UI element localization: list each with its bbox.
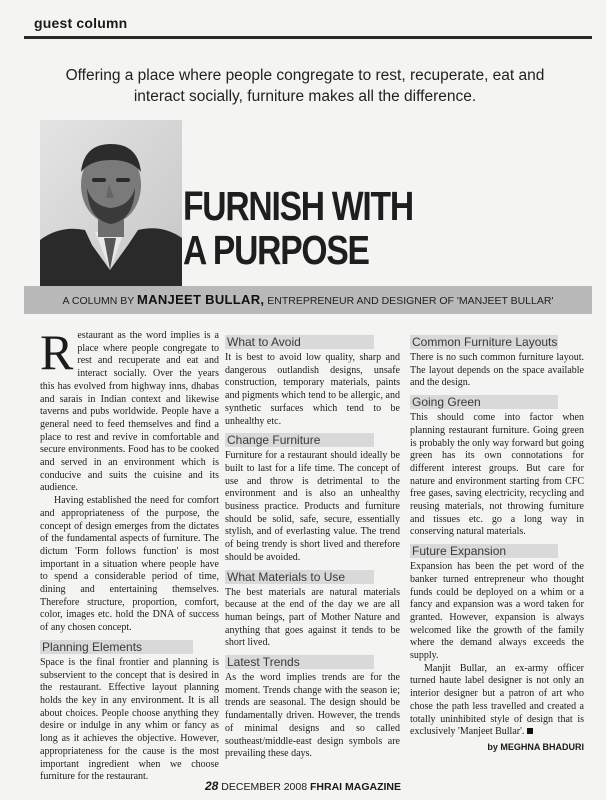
byline-prefix: A COLUMN BY — [62, 295, 135, 307]
article-signature: by MEGHNA BHADURI — [487, 741, 584, 752]
magazine-name: FHRAI MAGAZINE — [310, 781, 401, 793]
paragraph-green: This should come into factor when planning restaurant furniture. Going green is probably the only way forward but going green has its own connotations for different interest groups. But care for nature and environment starting from CFC free gases, saving electricity, recycling and reusing materials, not throwing furniture and tissues etc. go a long way in conserving natural materials. — [410, 412, 584, 538]
deck-text: Offering a place where people congregate to rest, recuperate, eat and interact socially, furniture makes all the difference. — [65, 67, 545, 105]
headline-line-1: FURNISH WITH — [183, 183, 413, 229]
paragraph-layouts: There is no such common furniture layout. The layout depends on the space available and the design. — [410, 352, 584, 389]
author-photo — [40, 120, 182, 286]
paragraph-materials: The best materials are natural materials because at the end of the day we are all human beings, part of Mother Nature and anything that goes against it tends to be short lived. — [225, 586, 400, 649]
page-footer — [0, 779, 606, 793]
paragraph-design-concept: Having established the need for comfort and appropriateness of the purpose, the concept of design emerges from the dictates of the fundamental aspects of furniture. The dictum 'Form follows function' is most important in a situation where people have to spend a considerable period of time, dining and entertaining themselves. Therefore structure, proportion, comfort, color, images etc. hold the DNA of success of any chosen concept. — [40, 495, 219, 634]
article-column-3 — [410, 330, 584, 754]
subhead-materials: What Materials to Use — [225, 570, 374, 584]
issue-date: DECEMBER 2008 — [221, 781, 308, 793]
top-rule — [24, 36, 592, 39]
drop-cap: R — [40, 324, 74, 380]
subhead-what-to-avoid: What to Avoid — [225, 335, 374, 349]
subhead-future-expansion: Future Expansion — [410, 544, 558, 558]
author-portrait-image — [40, 120, 182, 286]
paragraph-planning: Space is the final frontier and planning is subservient to the concept that is desired in the restaurant. Effective layout planning holds the key in any environment. It is all about choices. People choose anything they desire or indulge in any whim or fancy as long as it achieves the objective. However, appropriateness for the cause is the most important ingredient when we choose furniture for the restaurant. — [40, 656, 219, 783]
article-column-1 — [40, 324, 219, 784]
subhead-going-green: Going Green — [410, 395, 558, 409]
paragraph-trends: As the word implies trends are for the moment. Trends change with the season ie; trends are seasonal. The design should be fundamentally driven. However, the trends of minimal designs and so called southeast/middle-east design symbols are prevailing these days. — [225, 672, 400, 760]
article-column-2 — [225, 330, 400, 761]
subhead-common-layouts: Common Furniture Layouts — [412, 335, 558, 349]
author-bio: Manjit Bullar, an ex-army officer turned haute label designer is not only an interior designer but a patron of art who chose the path less travelled and created a totally uninhibited style of design that is exclusively 'Manjeet Bullar'. — [410, 662, 584, 738]
subhead-planning-elements: Planning Elements — [40, 640, 193, 654]
page-number: 28 — [205, 779, 219, 793]
headline-line-2: A PURPOSE — [183, 227, 369, 273]
section-tag: guest column — [34, 15, 128, 31]
intro-paragraph: estaurant as the word implies is a place where people congregate to rest and recuperate and eat and interact socially. Over the years this has evolved from highway inns, dhabas and sarais in Indian context and likewise taverns and pubs worldwide. People have a general need to feed themselves and find a place to rest and revive in comfortable and secure environments. Food has to be cooked and served in an environment which is conducive and suits the cuisine and its audience. — [40, 330, 219, 494]
byline-band — [24, 286, 592, 314]
byline-author: MANJEET BULLAR, — [137, 292, 265, 307]
subhead-change-furniture: Change Furniture — [225, 433, 374, 447]
paragraph-future: Expansion has been the pet word of the banker turned entrepreneur who thought funds could be deployed on a whim or a fancy and expansion was a word taken for granted. However, expansion is always welcomed like the growth of the family where the demand always exceeds the supply. — [410, 561, 584, 662]
subhead-latest-trends: Latest Trends — [225, 655, 374, 669]
paragraph-change: Furniture for a restaurant should ideally be built to last for a life time. The concept of use and throw is detrimental to the environment and is also an unhealthy business practice. Products and furniture should be solid, safe, secure, essentially stylish, and of everlasting value. The trend of being trendy is short lived and therefore should be avoided. — [225, 450, 400, 563]
headline — [183, 184, 413, 272]
byline-suffix: ENTREPRENEUR AND DESIGNER OF 'MANJEET BULLAR' — [267, 295, 554, 307]
paragraph-avoid: It is best to avoid low quality, sharp and dangerous outlandish designs, unsafe construction, temporary materials, paints and pigments which tend to be allergic, and synthetic surfaces which tend to be unhealthy etc. — [225, 352, 400, 427]
end-mark — [527, 728, 533, 734]
